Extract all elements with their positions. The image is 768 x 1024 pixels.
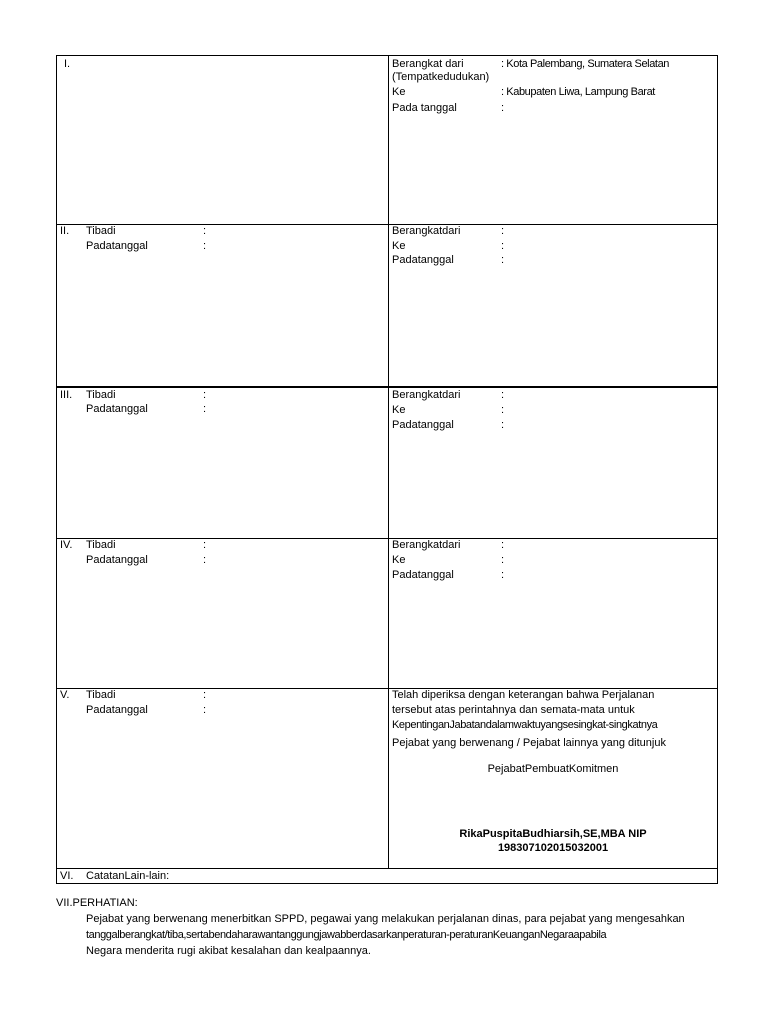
depart-label: Berangkatdari: [392, 225, 461, 237]
arrive-date-label: Padatanggal: [86, 240, 148, 252]
to-colon: :: [501, 554, 505, 566]
arrive-date-label: Padatanggal: [86, 403, 148, 415]
attention-line: Pejabat yang berwenang menerbitkan SPPD, pegawai yang melakukan perjalanan dinas, para pejabat yang mengesahkan: [86, 913, 685, 925]
date-label: Pada tanggal: [392, 102, 457, 114]
arrive-colon: :: [203, 225, 207, 237]
attention-line: Negara menderita rugi akibat kesalahan dan kealpaannya.: [86, 945, 371, 957]
verification-text-line: Pejabat yang berwenang / Pejabat lainnya yang ditunjuk: [392, 737, 666, 749]
arrive-colon: :: [203, 689, 207, 701]
depart-label: Berangkat dari: [392, 58, 464, 70]
verification-text-line: KepentinganJabatandalamwaktuyangsesingkat-singkatnya: [392, 719, 658, 731]
to-label: Ke: [392, 554, 406, 566]
row-divider: [56, 224, 718, 225]
depart-colon: :: [501, 389, 505, 401]
depart-colon: :: [501, 539, 505, 551]
signer-name: RikaPuspitaBudhiarsih,SE,MBA NIP: [459, 828, 647, 840]
date-label: Padatanggal: [392, 569, 454, 581]
to-label: Ke: [392, 86, 406, 98]
section-number: IV.: [60, 539, 73, 551]
arrive-label: Tibadi: [86, 689, 116, 701]
form-table-border: [56, 55, 718, 884]
date-label: Padatanggal: [392, 419, 454, 431]
attention-line: tanggalberangkat/tiba,sertabendaharawantanggungjawabberdasarkanperaturan-peraturanKeuanganNegaraapabila: [86, 929, 607, 941]
date-colon: :: [501, 254, 505, 266]
depart-value: : Kota Palembang, Sumatera Selatan: [501, 58, 670, 70]
arrive-date-colon: :: [203, 554, 207, 566]
arrive-date-colon: :: [203, 704, 207, 716]
verification-text-line: Telah diperiksa dengan keterangan bahwa Perjalanan: [392, 689, 655, 701]
depart-sublabel: (Tempatkedudukan): [392, 71, 490, 83]
attention-paragraph: [86, 911, 696, 959]
arrive-colon: :: [203, 539, 207, 551]
arrive-date-label: Padatanggal: [86, 704, 148, 716]
notes-label: CatatanLain-lain:: [86, 870, 170, 882]
arrive-label: Tibadi: [86, 389, 116, 401]
date-colon: :: [501, 419, 505, 431]
to-label: Ke: [392, 404, 406, 416]
section-number: III.: [60, 389, 73, 401]
arrive-date-label: Padatanggal: [86, 554, 148, 566]
arrive-colon: :: [203, 389, 207, 401]
arrive-label: Tibadi: [86, 539, 116, 551]
section-number: VI.: [60, 870, 74, 882]
arrive-label: Tibadi: [86, 225, 116, 237]
date-label: Padatanggal: [392, 254, 454, 266]
row-divider: [56, 538, 718, 539]
section-number: I.: [64, 58, 71, 70]
signer-nip: 198307102015032001: [497, 842, 609, 854]
to-label: Ke: [392, 240, 406, 252]
date-colon: :: [501, 102, 505, 114]
attention-heading: VII.PERHATIAN:: [56, 897, 138, 909]
column-divider: [388, 55, 389, 868]
arrive-date-colon: :: [203, 240, 207, 252]
depart-colon: :: [501, 225, 505, 237]
arrive-date-colon: :: [203, 403, 207, 415]
to-colon: :: [501, 240, 505, 252]
section-number: II.: [60, 225, 70, 237]
verification-text-line: tersebut atas perintahnya dan semata-mata untuk: [392, 704, 635, 716]
depart-label: Berangkatdari: [392, 539, 461, 551]
to-value: : Kabupaten Liwa, Lampung Barat: [501, 86, 655, 98]
depart-label: Berangkatdari: [392, 389, 461, 401]
to-colon: :: [501, 404, 505, 416]
date-colon: :: [501, 569, 505, 581]
section-number: V.: [60, 689, 70, 701]
official-title: PejabatPembuatKomitmen: [487, 763, 619, 775]
row-divider: [56, 386, 718, 388]
